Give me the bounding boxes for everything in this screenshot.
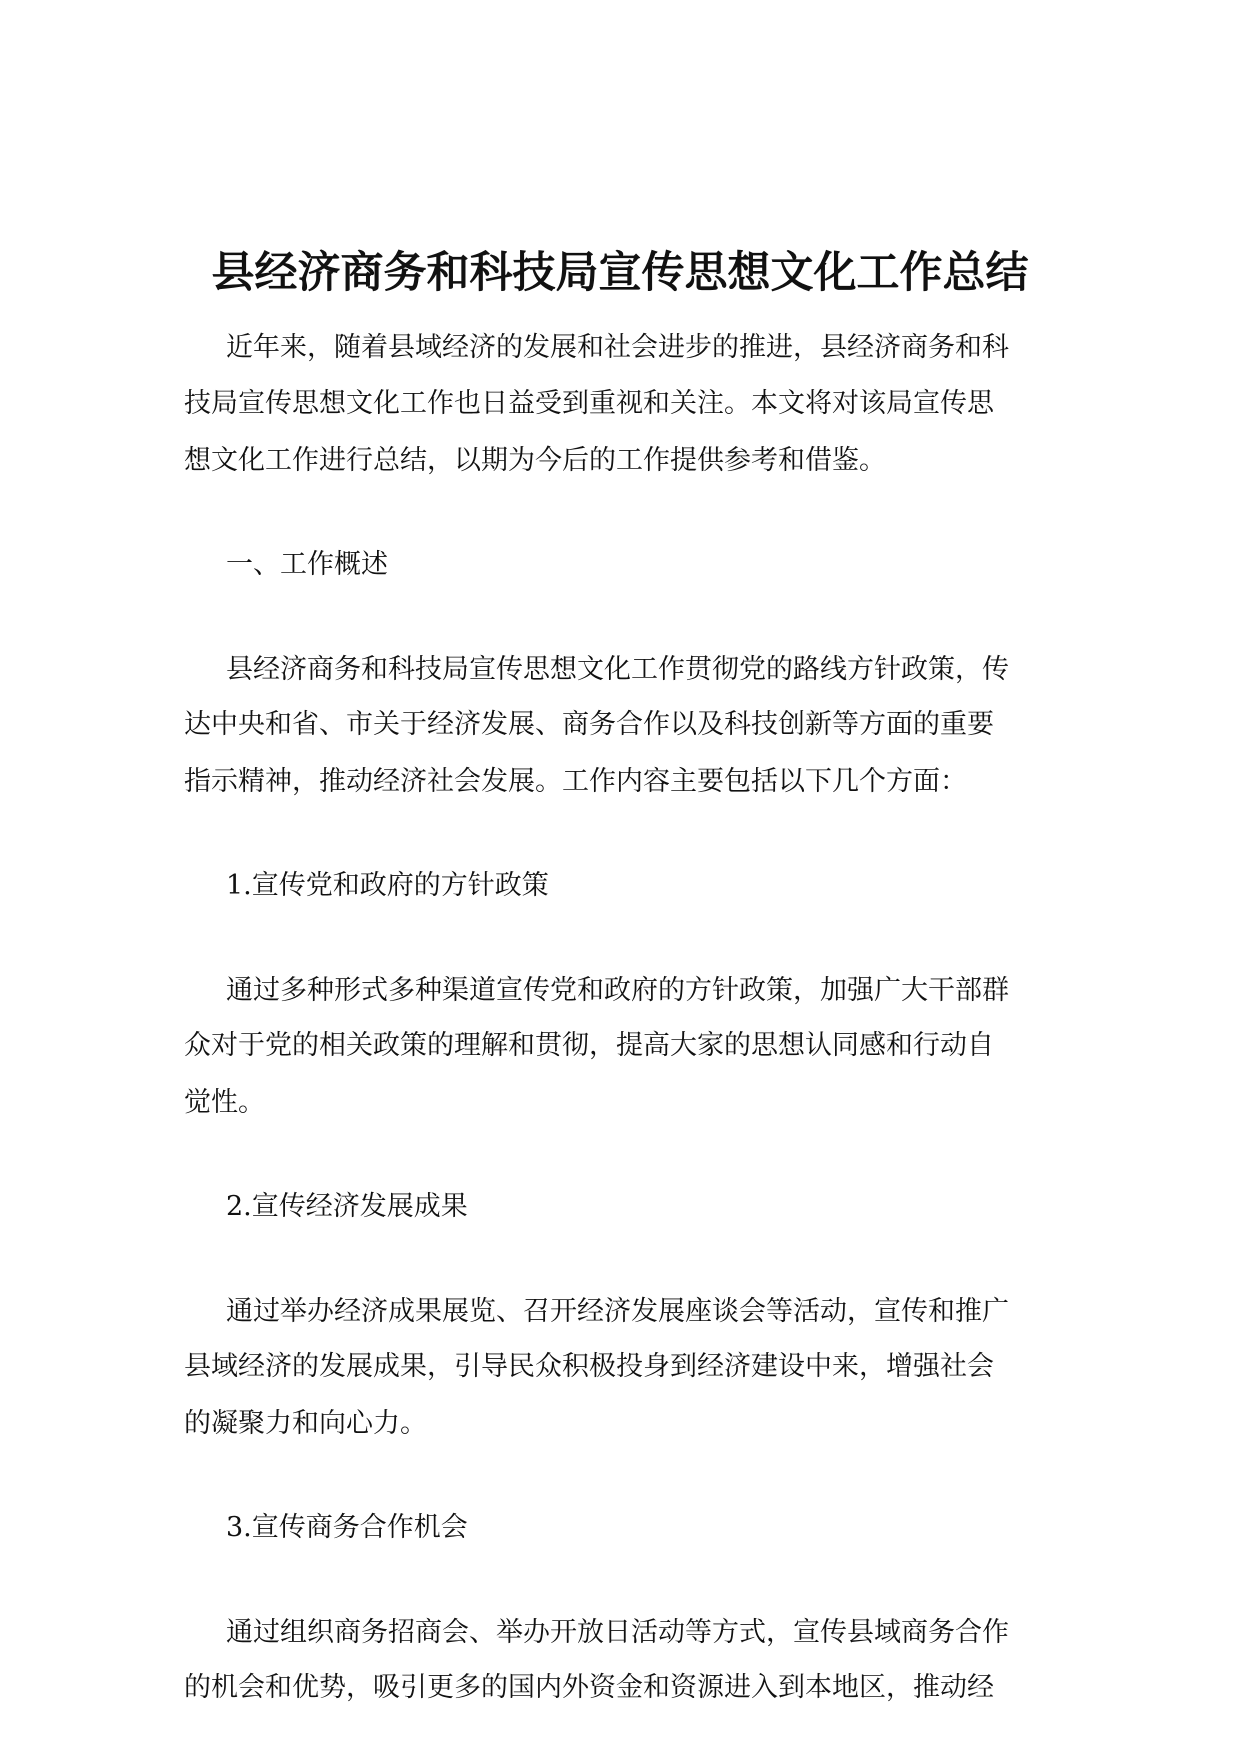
- subsection-heading: 2.宣传经济发展成果: [226, 1191, 468, 1222]
- document-title: 县经济商务和科技局宣传思想文化工作总结: [211, 248, 1029, 298]
- paragraph-line: 县经济商务和科技局宣传思想文化工作贯彻党的路线方针政策，传: [226, 654, 1009, 685]
- paragraph-line: 近年来，随着县域经济的发展和社会进步的推进，县经济商务和科: [226, 332, 1009, 363]
- paragraph-line: 想文化工作进行总结，以期为今后的工作提供参考和借鉴。: [184, 445, 886, 476]
- paragraph-line: 通过组织商务招商会、举办开放日活动等方式，宣传县域商务合作: [226, 1617, 1009, 1648]
- paragraph-line: 觉性。: [184, 1087, 265, 1118]
- paragraph-line: 的凝聚力和向心力。: [184, 1408, 427, 1439]
- paragraph-line: 达中央和省、市关于经济发展、商务合作以及科技创新等方面的重要: [184, 709, 994, 740]
- paragraph-line: 通过多种形式多种渠道宣传党和政府的方针政策，加强广大干部群: [226, 975, 1009, 1006]
- subsection-heading: 3.宣传商务合作机会: [226, 1512, 468, 1543]
- paragraph-line: 众对于党的相关政策的理解和贯彻，提高大家的思想认同感和行动自: [184, 1030, 994, 1061]
- paragraph-line: 指示精神，推动经济社会发展。工作内容主要包括以下几个方面：: [184, 766, 967, 797]
- paragraph-line: 通过举办经济成果展览、召开经济发展座谈会等活动，宣传和推广: [226, 1296, 1009, 1327]
- paragraph-line: 的机会和优势，吸引更多的国内外资金和资源进入到本地区，推动经: [184, 1672, 994, 1703]
- paragraph-line: 技局宣传思想文化工作也日益受到重视和关注。本文将对该局宣传思: [184, 388, 994, 419]
- paragraph-line: 县域经济的发展成果，引导民众积极投身到经济建设中来，增强社会: [184, 1351, 994, 1382]
- section-heading: 一、工作概述: [226, 549, 388, 580]
- subsection-heading: 1.宣传党和政府的方针政策: [226, 870, 549, 901]
